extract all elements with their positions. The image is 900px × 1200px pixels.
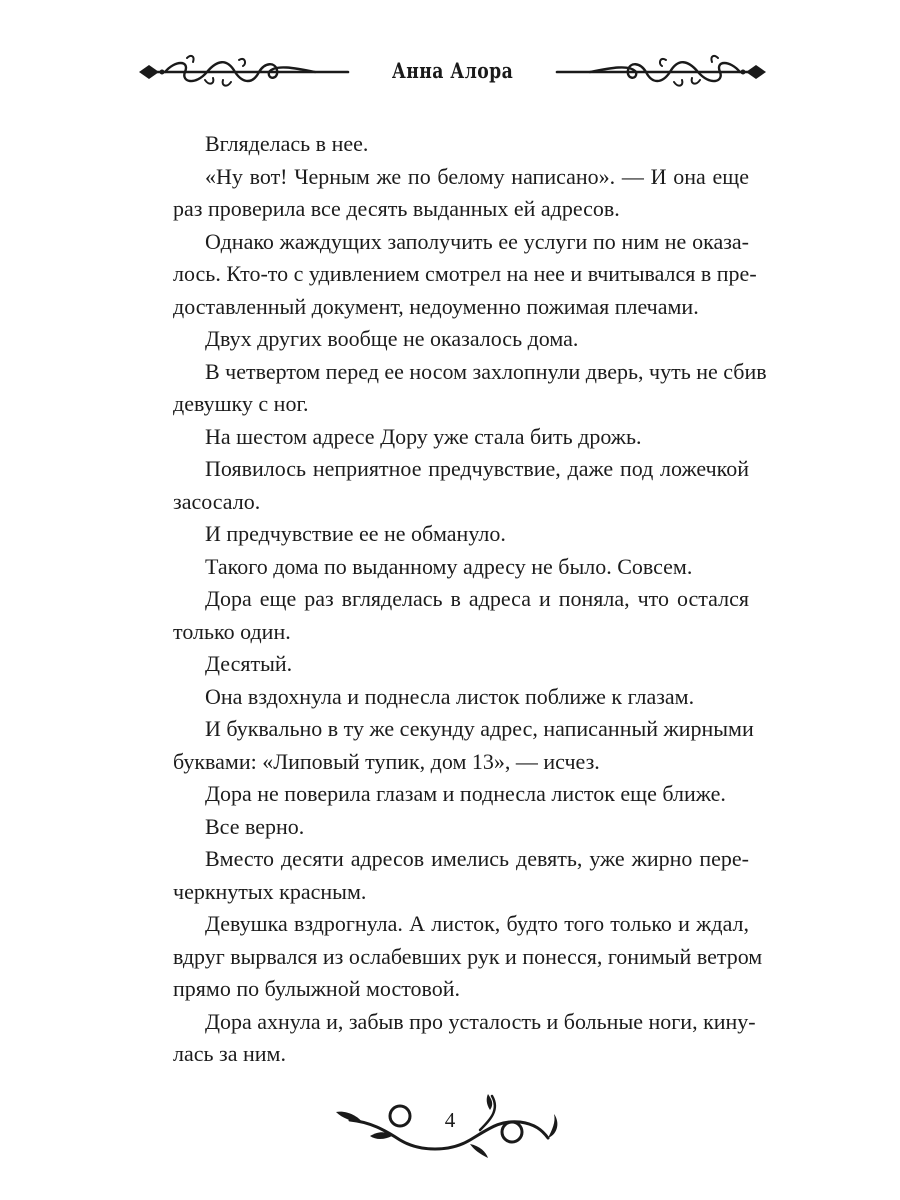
paragraph — [141, 128, 749, 161]
text-line: только один. — [173, 618, 291, 644]
text-line: прямо по булыжной мостовой. — [173, 976, 461, 1001]
text-line: Двух других вообще не оказалось дома. — [205, 326, 579, 351]
text-line: засосало. — [173, 488, 261, 514]
paragraph — [141, 323, 749, 356]
text-line: лось. Кто-то с удивлением смотрел на нее и вчитывался в пре- — [173, 261, 757, 286]
text-line: Появилось неприятное предчувствие, даже под ложечкой — [205, 456, 749, 481]
page-number: 4 — [444, 1108, 456, 1132]
text-line: раз проверила все десять выданных ей адресов. — [173, 196, 620, 221]
text-line: буквами: «Липовый тупик, дом 13», — исчез. — [173, 748, 600, 774]
text-line: черкнутых красным. — [173, 878, 367, 904]
text-line: Вгляделась в нее. — [205, 131, 369, 156]
paragraph — [141, 161, 749, 226]
paragraph — [141, 778, 749, 811]
paragraph — [141, 518, 749, 551]
flourish-right-icon — [550, 50, 770, 100]
text-line: Дора не поверила глазам и поднесла листок еще ближе. — [205, 781, 726, 806]
paragraph — [141, 1006, 756, 1071]
paragraph — [141, 843, 749, 908]
text-line: Она вздохнула и поднесла листок поближе к глазам. — [205, 683, 695, 709]
paragraph — [141, 908, 763, 1006]
text-line: вдруг вырвался из ослабевших рук и понесся, гонимый ветром — [173, 943, 763, 969]
text-line: Однако жаждущих заполучить ее услуги по ним не оказа- — [205, 228, 749, 254]
text-line: лась за ним. — [173, 1041, 286, 1066]
paragraph — [141, 226, 757, 324]
paragraph — [141, 681, 749, 714]
page-footer — [330, 1090, 570, 1160]
text-line: девушку с ног. — [173, 391, 309, 416]
text-line: Девушка вздрогнула. А листок, будто того только и ждал, — [205, 911, 749, 936]
paragraph — [141, 551, 749, 584]
text-line: Все верно. — [205, 813, 305, 839]
text-line: В четвертом перед ее носом захлопнули дверь, чуть не сбив — [205, 358, 767, 384]
paragraph — [141, 421, 749, 454]
body-text — [141, 128, 767, 1071]
text-line: И буквально в ту же секунду адрес, написанный жирными — [205, 716, 754, 741]
paragraph — [141, 356, 767, 421]
text-line: Дора еще раз вгляделась в адреса и поняла, что остался — [205, 586, 749, 611]
text-line: доставленный документ, недоуменно пожимая плечами. — [173, 293, 699, 319]
running-header — [135, 50, 770, 100]
text-line: И предчувствие ее не обмануло. — [205, 521, 506, 546]
text-line: «Ну вот! Черным же по белому написано». — И она еще — [205, 163, 749, 189]
text-line: Дора ахнула и, забыв про усталость и больные ноги, кину- — [205, 1008, 756, 1034]
author-name: Анна Алора — [391, 58, 514, 83]
paragraph — [141, 583, 749, 648]
paragraph — [141, 713, 754, 778]
text-line: На шестом адресе Дору уже стала бить дрожь. — [205, 423, 642, 449]
paragraph — [141, 811, 749, 844]
text-line: Вместо десяти адресов имелись девять, уже жирно пере- — [205, 846, 749, 871]
text-line: Такого дома по выданному адресу не было. Совсем. — [205, 553, 693, 579]
text-line: Десятый. — [205, 651, 293, 676]
paragraph — [141, 648, 749, 681]
paragraph — [141, 453, 749, 518]
